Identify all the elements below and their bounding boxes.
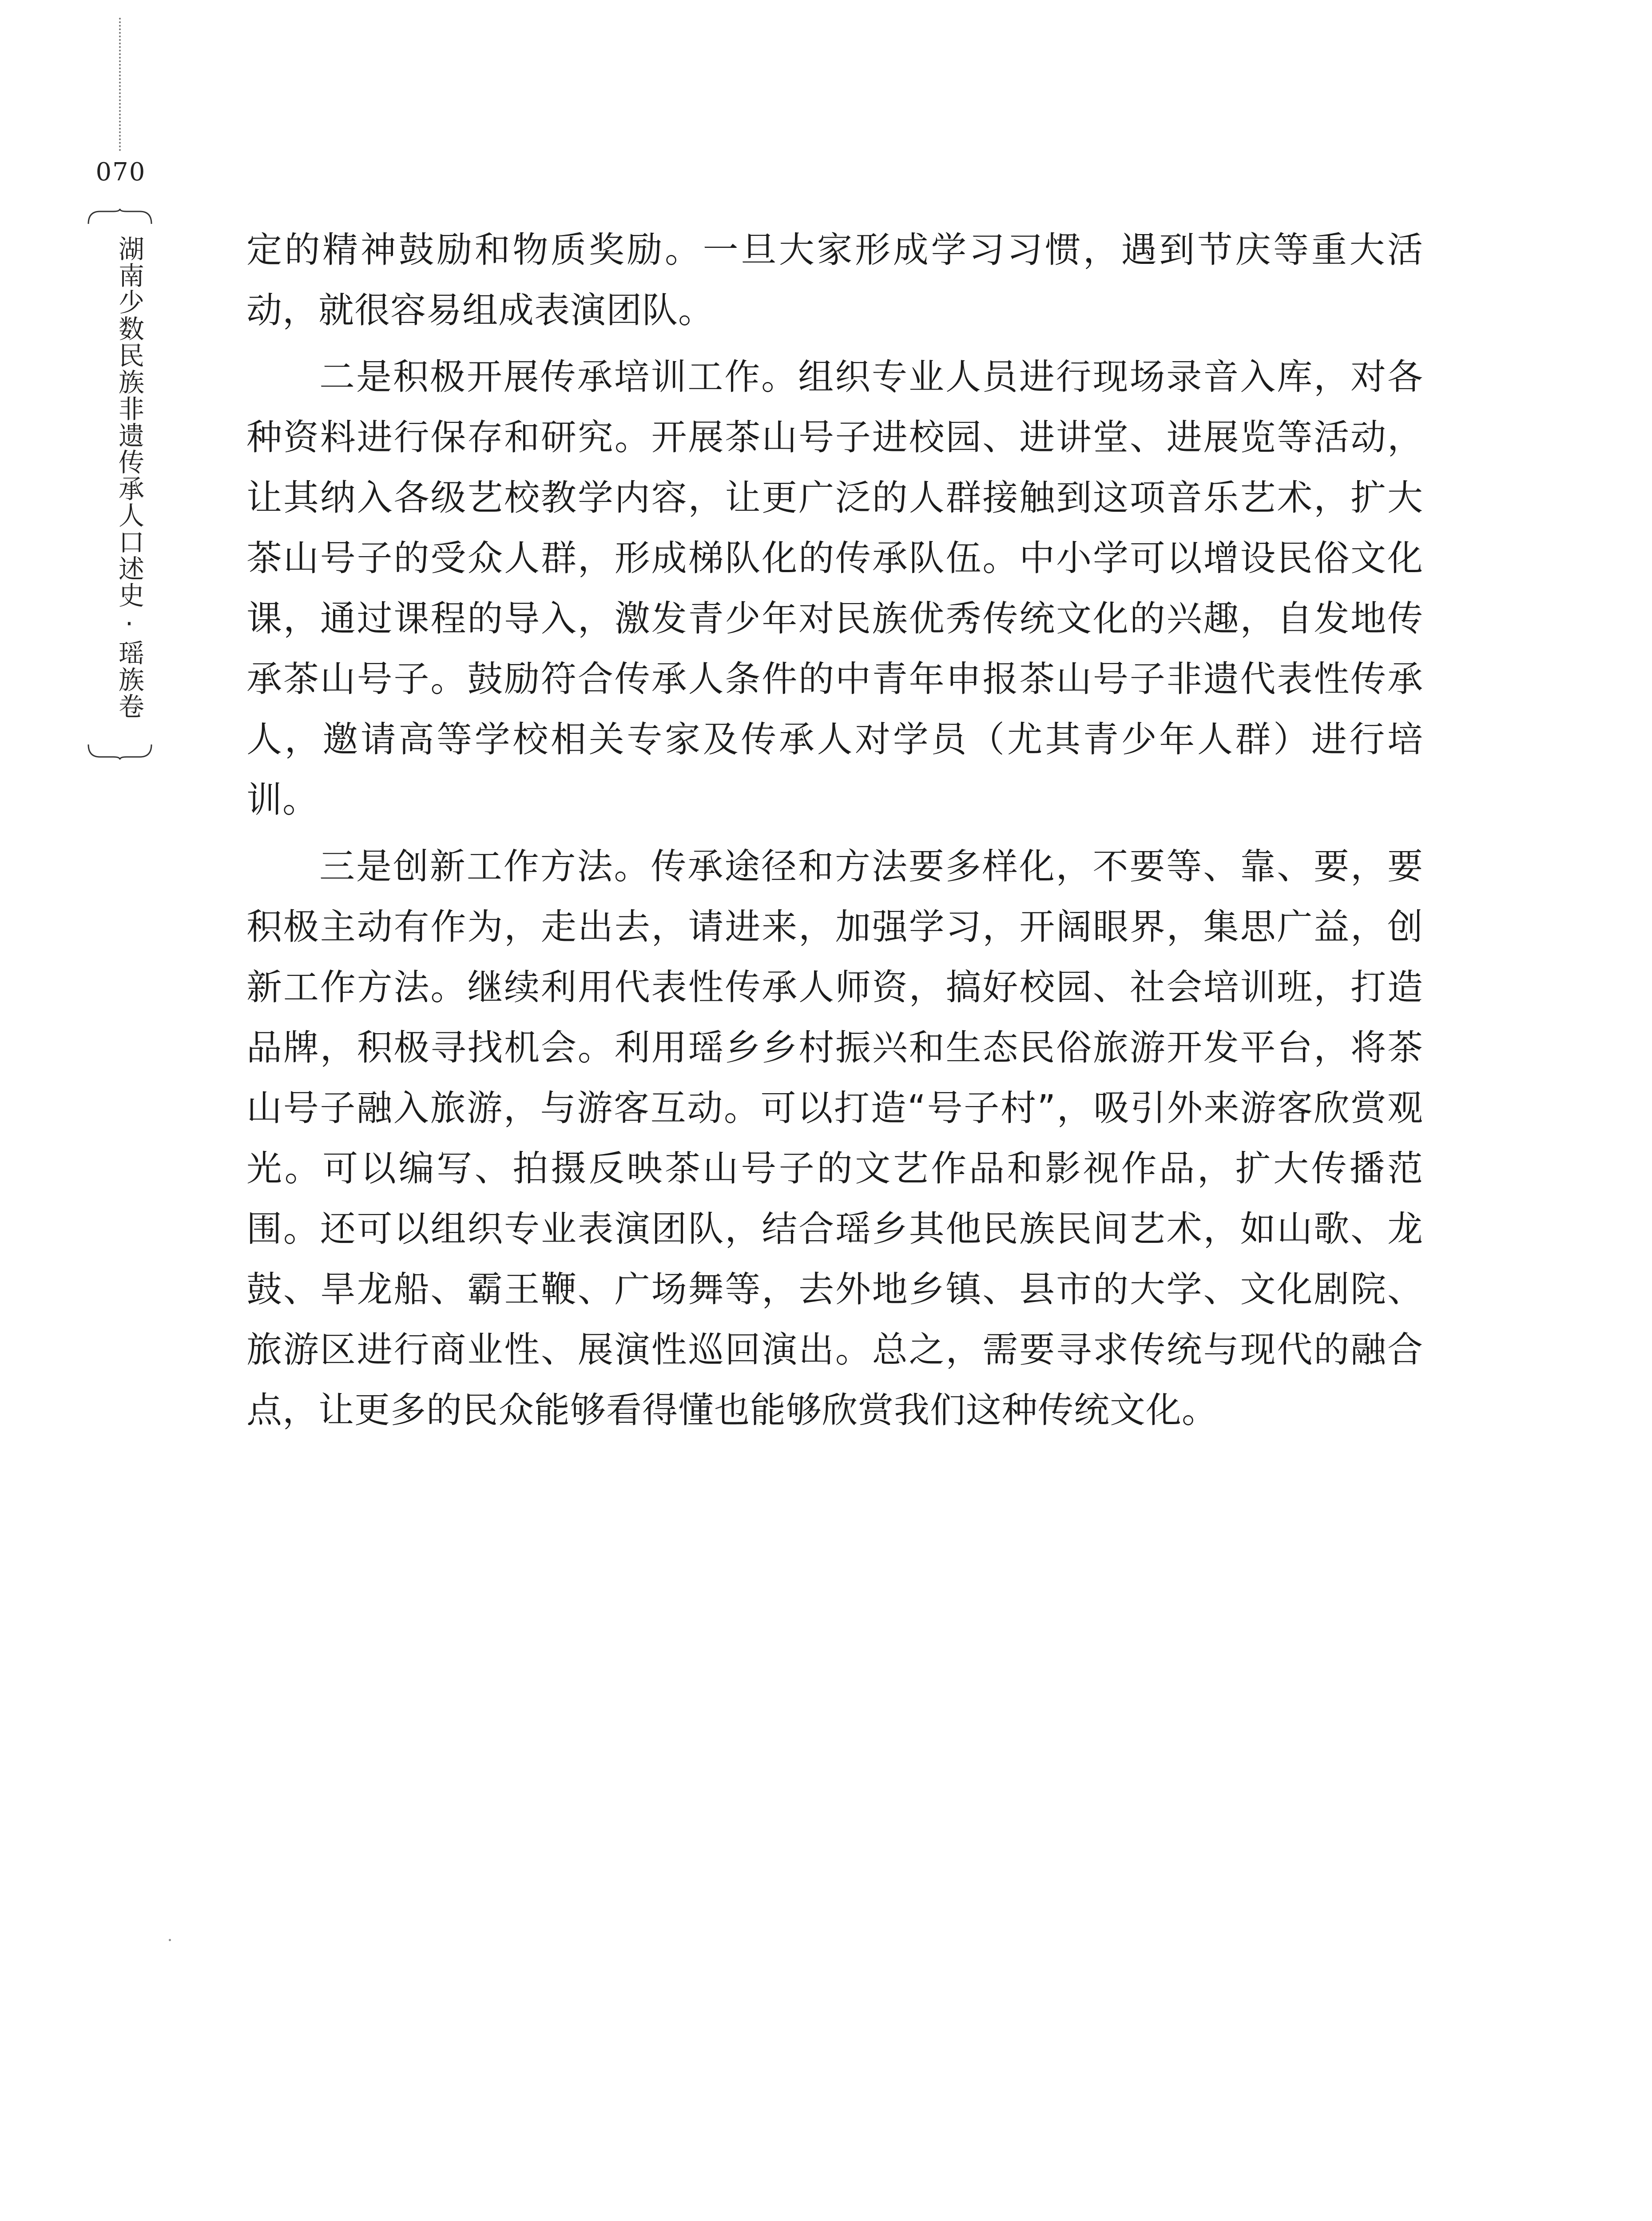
paragraph-training: 二是积极开展传承培训工作。组织专业人员进行现场录音入库，对各种资料进行保存和研究。开展茶山号子进校园、进讲堂、进展览等活动，让其纳入各级艺校教学内容，让更广泛的人群接触到这项音乐艺术，扩大茶山号子的受众人群，形成梯队化的传承队伍。中小学可以增设民俗文化课，通过课程的导入，激发青少年对民族优秀传统文化的兴趣，自发地传承茶山号子。鼓励符合传承人条件的中青年申报茶山号子非遗代表性传承人，邀请高等学校相关专家及传承人对学员（尤其青少年人群）进行培训。 (246, 356, 1423, 820)
paragraph-continued: 定的精神鼓励和物质奖励。一旦大家形成学习习惯，遇到节庆等重大活动，就很容易组成表演团队。 (246, 229, 1423, 331)
body-text (246, 220, 1423, 1441)
header-dotted-rule (119, 18, 121, 151)
running-title-bracket-bottom (87, 744, 153, 760)
scan-speck (169, 1939, 171, 1941)
running-title-bracket-top (87, 209, 153, 225)
paragraph-innovation: 三是创新工作方法。传承途径和方法要多样化，不要等、靠、要，要积极主动有作为，走出去，请进来，加强学习，开阔眼界，集思广益，创新工作方法。继续利用代表性传承人师资，搞好校园、社会培训班，打造品牌，积极寻找机会。利用瑶乡乡村振兴和生态民俗旅游开发平台，将茶山号子融入旅游，与游客互动。可以打造“号子村”，吸引外来游客欣赏观光。可以编写、拍摄反映茶山号子的文艺作品和影视作品，扩大传播范围。还可以组织专业表演团队，结合瑶乡其他民族民间艺术，如山歌、龙鼓、旱龙船、霸王鞭、广场舞等，去外地乡镇、县市的大学、文化剧院、旅游区进行商业性、展演性巡回演出。总之，需要寻求传统与现代的融合点，让更多的民众能够看得懂也能够欣赏我们这种传统文化。 (246, 846, 1423, 1431)
page-number: 070 (95, 158, 146, 187)
running-title: 湖南少数民族非遗传承人口述史·瑶族卷 (114, 235, 144, 720)
running-title-block (78, 209, 162, 760)
